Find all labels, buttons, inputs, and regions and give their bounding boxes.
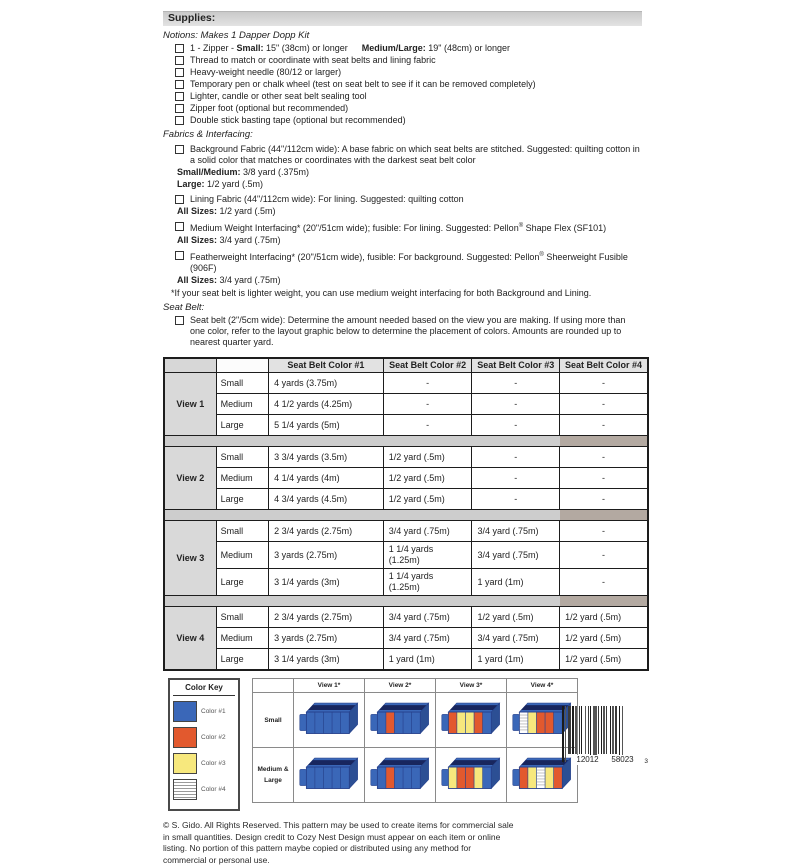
seat-belt-heading: Seat Belt: bbox=[163, 302, 205, 313]
featherweight-interfacing-group bbox=[163, 250, 642, 286]
size-cell: Medium bbox=[216, 628, 268, 649]
color-key-box bbox=[168, 678, 240, 811]
yardage-cell: 2 3/4 yards (2.75m) bbox=[269, 521, 384, 542]
yardage-cell: 4 1/4 yards (4m) bbox=[269, 468, 384, 489]
color4-swatch bbox=[173, 779, 197, 800]
yardage-cell: - bbox=[560, 447, 648, 468]
checkbox-icon bbox=[175, 251, 184, 260]
separator-cell bbox=[164, 596, 560, 607]
view-column-header: View 3* bbox=[436, 679, 507, 693]
checklist-item-medium-interfacing bbox=[175, 221, 642, 234]
yardage-cell: - bbox=[383, 415, 472, 436]
view-column-header: View 1* bbox=[294, 679, 365, 693]
separator-cell bbox=[164, 436, 560, 447]
checkbox-icon bbox=[175, 68, 184, 77]
bag-illustration bbox=[436, 693, 507, 748]
yardage-cell: 1/2 yard (.5m) bbox=[560, 649, 648, 671]
separator-cell bbox=[560, 436, 648, 447]
table-row bbox=[164, 468, 648, 489]
color-key-label: Color #4 bbox=[201, 786, 226, 793]
table-row bbox=[164, 373, 648, 394]
size-cell: Small bbox=[216, 447, 268, 468]
color-key-entry bbox=[173, 779, 235, 800]
registered-mark: ® bbox=[539, 252, 544, 258]
yardage-cell: 1/2 yard (.5m) bbox=[560, 607, 648, 628]
views-row-small bbox=[253, 693, 578, 748]
yardage-cell: 4 1/2 yards (4.25m) bbox=[269, 394, 384, 415]
barcode-digit: 7 bbox=[562, 758, 566, 765]
table-row bbox=[164, 542, 648, 569]
size-cell: Medium bbox=[216, 394, 268, 415]
color1-swatch bbox=[173, 701, 197, 722]
table-row bbox=[164, 521, 648, 542]
view-column-header: View 2* bbox=[365, 679, 436, 693]
yardage-cell: 1/2 yard (.5m) bbox=[472, 607, 560, 628]
color3-swatch bbox=[173, 753, 197, 774]
separator-cell bbox=[560, 596, 648, 607]
yardage-cell: 1/2 yard (.5m) bbox=[383, 468, 472, 489]
yardage-cell: - bbox=[383, 394, 472, 415]
yardage-cell: 3 yards (2.75m) bbox=[269, 542, 384, 569]
size-cell: Medium bbox=[216, 542, 268, 569]
yardage-cell: - bbox=[383, 373, 472, 394]
checklist-text: Seat belt (2"/5cm wide): Determine the amount needed based on the view you are making. If using more than one color, refer to the layout graphic below to determine the placement of colors. Amounts are rounded up to nearest quarter yard. bbox=[190, 315, 626, 347]
color-key-label: Color #3 bbox=[201, 760, 226, 767]
checklist-text: Zipper foot (optional but recommended) bbox=[190, 103, 349, 113]
checkbox-icon bbox=[175, 44, 184, 53]
yardage-cell: 3/4 yard (.75m) bbox=[472, 542, 560, 569]
table-header-row bbox=[164, 358, 648, 373]
checklist-item-featherweight-interfacing bbox=[175, 250, 642, 274]
column-header: Seat Belt Color #2 bbox=[383, 358, 472, 373]
view-label-cell: View 2 bbox=[164, 447, 216, 510]
table-row bbox=[164, 415, 648, 436]
checklist-text: Featherweight Interfacing* (20"/51cm wide), fusible: For background. Suggested: Pellon® Sheerweight Fusible (906F) bbox=[190, 252, 628, 273]
yardage-cell: 3 1/4 yards (3m) bbox=[269, 569, 384, 596]
checkbox-icon bbox=[175, 195, 184, 204]
yardage-cell: 1/2 yard (.5m) bbox=[560, 628, 648, 649]
yardage-cell: 1 1/4 yards (1.25m) bbox=[383, 569, 472, 596]
yardage-line: All Sizes: 3/4 yard (.75m) bbox=[177, 235, 281, 245]
yardage-cell: 1 yard (1m) bbox=[383, 649, 472, 671]
view-label-cell: View 4 bbox=[164, 607, 216, 671]
table-row bbox=[164, 489, 648, 510]
yardage-cell: 3/4 yard (.75m) bbox=[383, 607, 472, 628]
separator-row bbox=[164, 436, 648, 447]
yardage-cell: 1 1/4 yards (1.25m) bbox=[383, 542, 472, 569]
views-header-row bbox=[253, 679, 578, 693]
yardage-cell: 1 yard (1m) bbox=[472, 569, 560, 596]
table-row bbox=[164, 394, 648, 415]
separator-cell bbox=[560, 510, 648, 521]
yardage-cell: 2 3/4 yards (2.75m) bbox=[269, 607, 384, 628]
checklist-text: Thread to match or coordinate with seat belts and lining fabric bbox=[190, 55, 436, 65]
color-key-entry bbox=[173, 753, 235, 774]
corner-cell bbox=[253, 679, 294, 693]
checklist-text: Lighter, candle or other seat belt sealing tool bbox=[190, 91, 367, 101]
table-row bbox=[164, 607, 648, 628]
yardage-line: All Sizes: 1/2 yard (.5m) bbox=[177, 206, 276, 216]
row-label: Small bbox=[253, 693, 294, 748]
color-key-title: Color Key bbox=[173, 682, 235, 696]
checklist-item bbox=[175, 103, 642, 114]
yardage-cell: - bbox=[560, 394, 648, 415]
bag-illustration bbox=[294, 693, 365, 748]
color2-swatch bbox=[173, 727, 197, 748]
size-cell: Large bbox=[216, 415, 268, 436]
yardage-cell: - bbox=[560, 489, 648, 510]
yardage-cell: 1 yard (1m) bbox=[472, 649, 560, 671]
color-key-label: Color #2 bbox=[201, 734, 226, 741]
view-label-cell: View 3 bbox=[164, 521, 216, 596]
size-cell: Small bbox=[216, 521, 268, 542]
yardage-cell: - bbox=[472, 468, 560, 489]
yardage-cell: - bbox=[472, 373, 560, 394]
bag-illustration bbox=[294, 748, 365, 803]
interfacing-note: *If your seat belt is lighter weight, you can use medium weight interfacing for both Background and Lining. bbox=[171, 288, 592, 298]
size-cell: Large bbox=[216, 569, 268, 596]
yardage-cell: 3/4 yard (.75m) bbox=[472, 628, 560, 649]
yardage-cell: 1/2 yard (.5m) bbox=[383, 489, 472, 510]
yardage-cell: 4 3/4 yards (4.5m) bbox=[269, 489, 384, 510]
copyright-text: © S. Gido. All Rights Reserved. This pattern may be used to create items for commercial sale in small quantities. Design credit to Cozy Nest Design must appear on each item or online listing. No portion of this pattern maybe copied or distributed using any method for commercial or personal use. bbox=[163, 820, 514, 865]
yardage-line: All Sizes: 3/4 yard (.75m) bbox=[177, 275, 281, 285]
checkbox-icon bbox=[175, 80, 184, 89]
yardage-cell: - bbox=[560, 415, 648, 436]
yardage-cell: 1/2 yard (.5m) bbox=[383, 447, 472, 468]
checklist-item bbox=[175, 55, 642, 66]
checklist-text: Heavy-weight needle (80/12 or larger) bbox=[190, 67, 342, 77]
size-cell: Small bbox=[216, 373, 268, 394]
yardage-cell: - bbox=[560, 521, 648, 542]
checklist-item-lining-fabric bbox=[175, 194, 642, 205]
checklist-text: Lining Fabric (44"/112cm wide): For lining. Suggested: quilting cotton bbox=[190, 194, 464, 204]
yardage-cell: - bbox=[472, 489, 560, 510]
yardage-cell: - bbox=[560, 542, 648, 569]
yardage-cell: - bbox=[472, 447, 560, 468]
views-row-medium-large bbox=[253, 748, 578, 803]
supplies-header: Supplies: bbox=[163, 11, 642, 26]
corner-cell bbox=[216, 358, 268, 373]
checkbox-icon bbox=[175, 92, 184, 101]
checklist-item bbox=[175, 115, 642, 126]
checklist-item bbox=[175, 67, 642, 78]
lining-fabric-group bbox=[163, 194, 642, 217]
view-column-header: View 4* bbox=[507, 679, 578, 693]
barcode bbox=[562, 706, 648, 765]
yardage-cell: - bbox=[472, 394, 560, 415]
checklist-item-background-fabric bbox=[175, 144, 642, 166]
separator-cell bbox=[164, 510, 560, 521]
color-key-label: Color #1 bbox=[201, 708, 226, 715]
barcode-digits bbox=[562, 755, 648, 765]
corner-cell bbox=[164, 358, 216, 373]
medium-interfacing-group bbox=[163, 221, 642, 246]
view-label-cell: View 1 bbox=[164, 373, 216, 436]
fabrics-heading: Fabrics & Interfacing: bbox=[163, 129, 253, 140]
color-key-entry bbox=[173, 727, 235, 748]
checkbox-icon bbox=[175, 116, 184, 125]
yardage-line: Small/Medium: 3/8 yard (.375m) bbox=[177, 167, 310, 177]
checkbox-icon bbox=[175, 316, 184, 325]
checkbox-icon bbox=[175, 56, 184, 65]
size-cell: Large bbox=[216, 649, 268, 671]
checklist-item-zipper bbox=[175, 43, 642, 54]
bag-illustration bbox=[365, 748, 436, 803]
barcode-digit-group: 12012 bbox=[576, 755, 599, 764]
yardage-cell: - bbox=[560, 373, 648, 394]
separator-row bbox=[164, 510, 648, 521]
size-cell: Medium bbox=[216, 468, 268, 489]
registered-mark: ® bbox=[518, 223, 524, 229]
table-row bbox=[164, 569, 648, 596]
checklist-item-seat-belt bbox=[175, 315, 642, 348]
checklist-item bbox=[175, 79, 642, 90]
yardage-cell: 3 yards (2.75m) bbox=[269, 628, 384, 649]
table-row bbox=[164, 649, 648, 671]
color-key-entry bbox=[173, 701, 235, 722]
checklist-text: Double stick basting tape (optional but recommended) bbox=[190, 115, 406, 125]
yardage-cell: 3 3/4 yards (3.5m) bbox=[269, 447, 384, 468]
yardage-cell: - bbox=[560, 468, 648, 489]
notions-heading: Notions: Makes 1 Dapper Dopp Kit bbox=[163, 30, 310, 41]
checklist-text: Temporary pen or chalk wheel (test on seat belt to see if it can be removed completely) bbox=[190, 79, 536, 89]
table-row bbox=[164, 447, 648, 468]
yardage-cell: 4 yards (3.75m) bbox=[269, 373, 384, 394]
yardage-cell: 3/4 yard (.75m) bbox=[383, 521, 472, 542]
checklist-text: Medium Weight Interfacing* (20"/51cm wide); fusible: For lining. Suggested: Pellon® Shape Flex (SF101) bbox=[190, 223, 607, 233]
checkbox-icon bbox=[175, 222, 184, 231]
views-layout-grid bbox=[252, 678, 578, 803]
column-header: Seat Belt Color #3 bbox=[472, 358, 560, 373]
barcode-digit: 3 bbox=[644, 758, 648, 765]
yardage-cell: 3/4 yard (.75m) bbox=[383, 628, 472, 649]
checklist-item bbox=[175, 91, 642, 102]
size-cell: Large bbox=[216, 489, 268, 510]
yardage-cell: 3 1/4 yards (3m) bbox=[269, 649, 384, 671]
yardage-line: Large: 1/2 yard (.5m) bbox=[177, 179, 264, 189]
separator-row bbox=[164, 596, 648, 607]
barcode-digit-group: 58023 bbox=[611, 755, 634, 764]
size-cell: Small bbox=[216, 607, 268, 628]
checkbox-icon bbox=[175, 104, 184, 113]
table-row bbox=[164, 628, 648, 649]
checkbox-icon bbox=[175, 145, 184, 154]
column-header: Seat Belt Color #1 bbox=[269, 358, 384, 373]
yardage-cell: 3/4 yard (.75m) bbox=[472, 521, 560, 542]
checklist-text: Background Fabric (44"/112cm wide): A base fabric on which seat belts are stitched. Suggested: quilting cotton in a solid color that matches or coordinates with the darkest seat belt color bbox=[190, 144, 640, 165]
yardage-cell: 5 1/4 yards (5m) bbox=[269, 415, 384, 436]
bag-illustration bbox=[365, 693, 436, 748]
row-label: Medium & Large bbox=[253, 748, 294, 803]
yardage-cell: - bbox=[560, 569, 648, 596]
bag-illustration bbox=[436, 748, 507, 803]
yardage-table bbox=[163, 357, 649, 671]
background-fabric-group bbox=[163, 144, 642, 190]
checklist-text: 1 - Zipper - Small: 15" (38cm) or longer Medium/Large: 19" (48cm) or longer bbox=[190, 43, 511, 53]
yardage-cell: - bbox=[472, 415, 560, 436]
column-header: Seat Belt Color #4 bbox=[560, 358, 648, 373]
